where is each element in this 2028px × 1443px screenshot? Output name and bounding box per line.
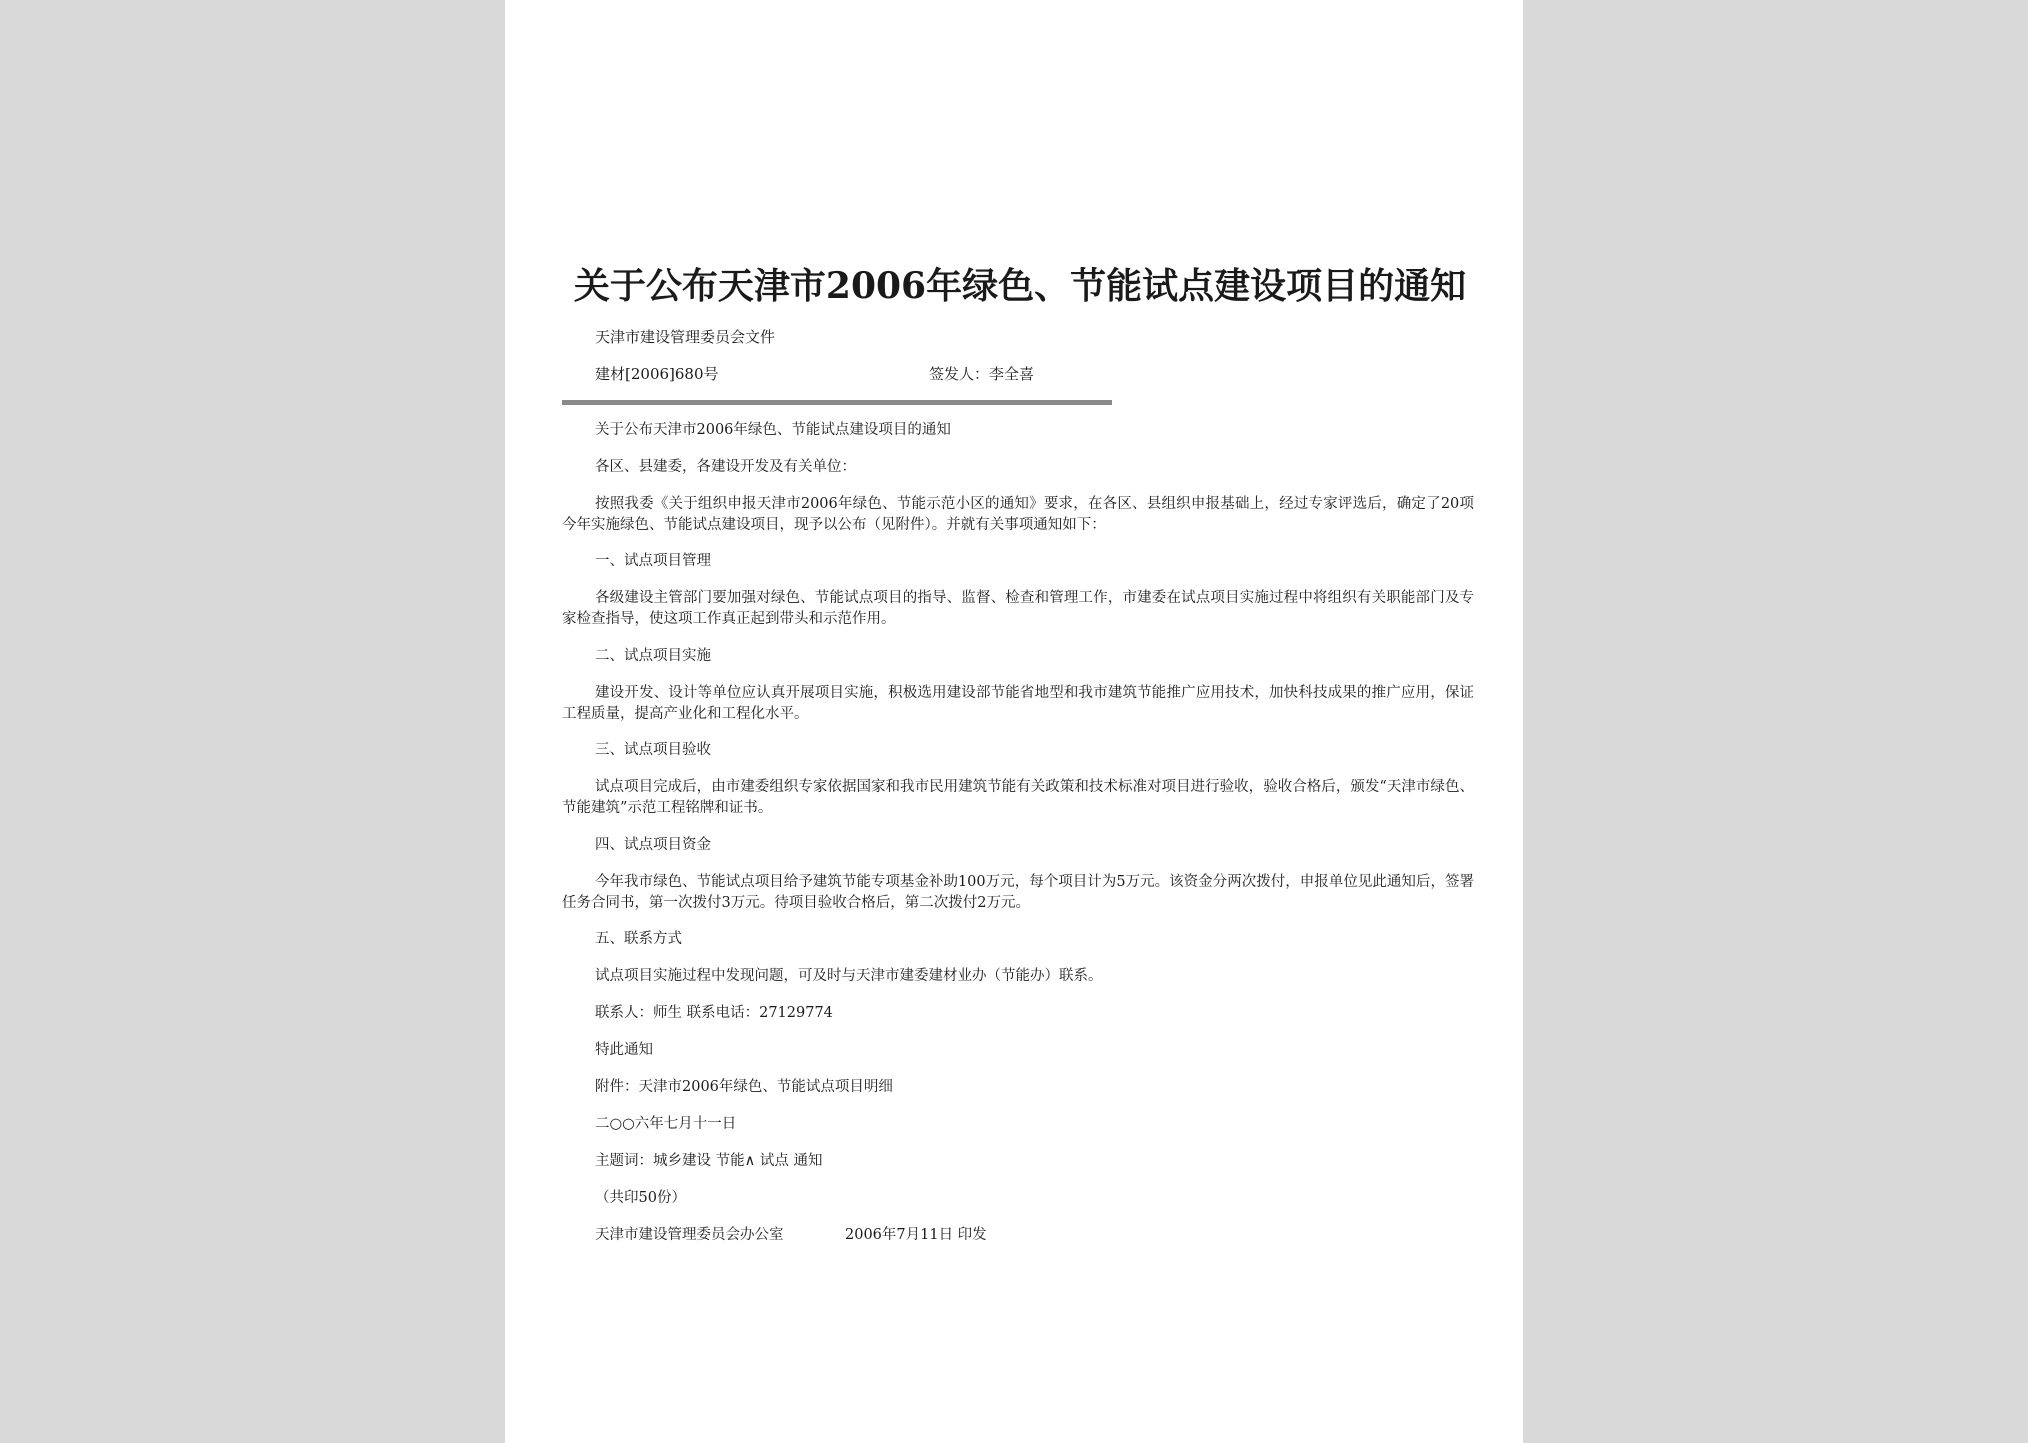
footer-office: 天津市建设管理委员会办公室	[595, 1227, 784, 1243]
section-body: 试点项目完成后，由市建委组织专家依据国家和我市民用建筑节能有关政策和技术标准对项目进行验收，验收合格后，颁发“天津市绿色、节能建筑”示范工程铭牌和证书。	[562, 779, 1474, 816]
recipients: 各区、县建委，各建设开发及有关单位：	[595, 459, 856, 475]
intro-paragraph: 按照我委《关于组织申报天津市2006年绿色、节能示范小区的通知》要求，在各区、县组织申报基础上，经过专家评选后，确定了20项今年实施绿色、节能试点建设项目，现予以公布（见附件）。并就有关事项通知如下：	[562, 496, 1474, 533]
section-heading: 四、试点项目资金	[595, 837, 711, 853]
issuer-line: 天津市建设管理委员会文件	[595, 328, 776, 346]
section-heading: 二、试点项目实施	[595, 648, 711, 664]
section-heading: 一、试点项目管理	[595, 553, 711, 569]
section-heading: 五、联系方式	[595, 931, 682, 947]
section-heading: 三、试点项目验收	[595, 742, 711, 758]
section-body: 今年我市绿色、节能试点项目给予建筑节能专项基金补助100万元，每个项目计为5万元。该资金分两次拨付，申报单位见此通知后，签署任务合同书，第一次拨付3万元。待项目验收合格后，第二次拨付2万元。	[562, 874, 1474, 911]
section-body: 建设开发、设计等单位应认真开展项目实施，积极选用建设部节能省地型和我市建筑节能推广应用技术，加快科技成果的推广应用，保证工程质量，提高产业化和工程化水平。	[562, 685, 1474, 722]
footer-date: 2006年7月11日 印发	[845, 1227, 987, 1243]
subject-line: 关于公布天津市2006年绿色、节能试点建设项目的通知	[595, 422, 951, 438]
signer: 签发人：李全喜	[929, 365, 1035, 383]
keywords-line: 主题词：城乡建设 节能∧ 试点 通知	[595, 1153, 823, 1169]
attachment-line: 附件：天津市2006年绿色、节能试点项目明细	[595, 1079, 893, 1095]
document-title: 关于公布天津市2006年绿色、节能试点建设项目的通知	[573, 265, 1467, 307]
contact-line: 联系人：师生 联系电话：27129774	[595, 1005, 833, 1021]
closing-line: 特此通知	[595, 1042, 653, 1058]
section-body: 各级建设主管部门要加强对绿色、节能试点项目的指导、监督、检查和管理工作，市建委在试点项目实施过程中将组织有关职能部门及专家检查指导，使这项工作真正起到带头和示范作用。	[562, 590, 1474, 627]
document-page	[505, 0, 1523, 1443]
section-body: 试点项目实施过程中发现问题，可及时与天津市建委建材业办（节能办）联系。	[595, 968, 1103, 984]
copies-line: （共印50份）	[595, 1190, 686, 1206]
header-divider	[562, 400, 1112, 405]
doc-number: 建材[2006]680号	[595, 365, 719, 383]
issue-date: 二○○六年七月十一日	[595, 1116, 737, 1132]
